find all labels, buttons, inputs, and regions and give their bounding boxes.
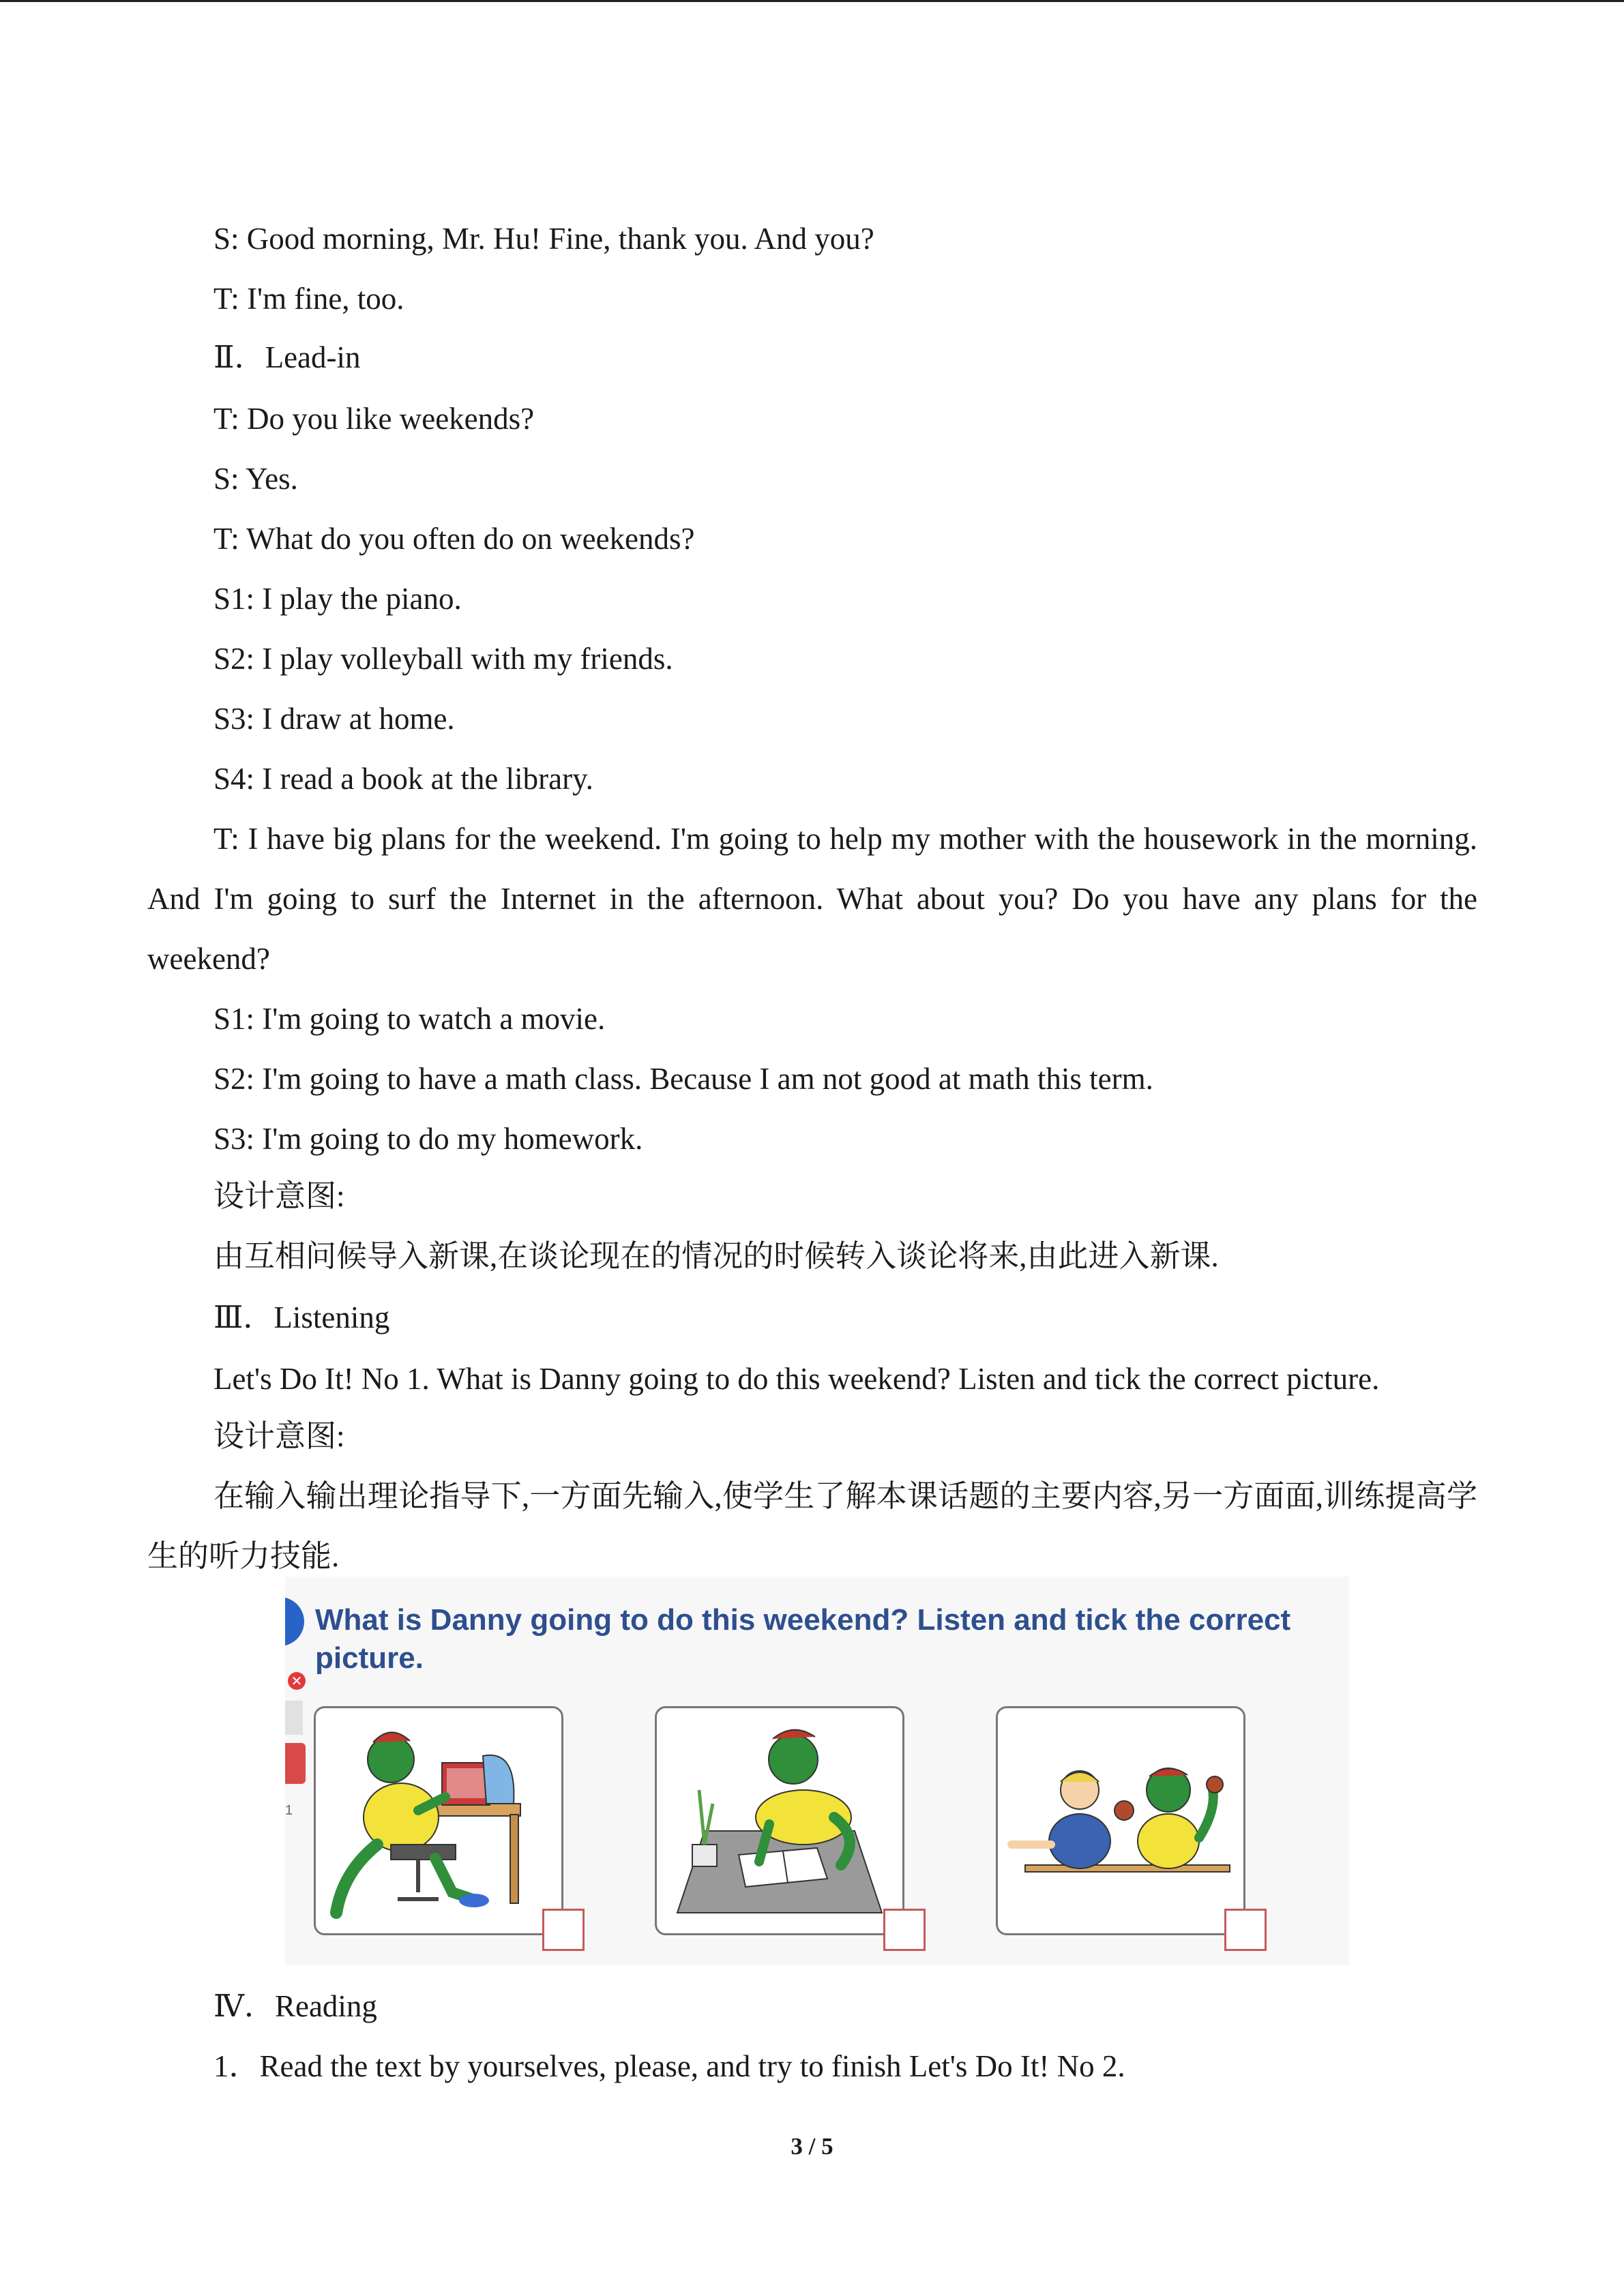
reading-instruction: 1．Read the text by yourselves, please, and try to finish Let's Do It! No 2. [213,2049,1125,2083]
dialogue-line: S4: I read a book at the library. [213,762,593,796]
close-icon: ✕ [288,1672,306,1690]
section-heading-lead-in: Ⅱ．Lead-in [213,340,361,374]
side-number: 1 [285,1803,293,1818]
section-heading-reading: Ⅳ．Reading [213,1989,377,2023]
side-tab-red [285,1743,306,1784]
dialogue-line: S1: I'm going to watch a movie. [213,1002,606,1036]
tick-checkbox-3[interactable] [1224,1909,1267,1951]
top-rule [0,0,1624,2]
dialogue-line: S3: I draw at home. [213,702,455,736]
design-intent-label: 设计意图: [213,1419,345,1453]
dinosaur-computer-illustration [316,1708,561,1933]
picture-option-3 [996,1706,1245,1935]
dinosaur-friend-illustration [998,1708,1243,1933]
blue-tab-marker [285,1597,304,1646]
dialogue-line: S2: I'm going to have a math class. Because I am not good at math this term. [213,1062,1153,1096]
section-heading-listening: Ⅲ．Listening [213,1300,390,1335]
exercise-title: What is Danny going to do this weekend? Listen and tick the correct picture. [315,1603,1291,1675]
dialogue-line: T: What do you often do on weekends? [213,522,695,556]
side-tab [285,1701,303,1735]
design-intent-label: 设计意图: [213,1179,345,1213]
dialogue-line: S3: I'm going to do my homework. [213,1122,643,1156]
teacher-paragraph: T: I have big plans for the weekend. I'm going to help my mother with the housework in the morning. And I'm going to surf the Internet in the afternoon. What about you? Do you have any plans for the weekend? [147,822,1477,976]
dinosaur-reading-illustration [657,1708,902,1933]
tick-checkbox-1[interactable] [542,1909,585,1951]
listening-exercise-figure [285,1577,1349,1965]
dialogue-line: S: Good morning, Mr. Hu! Fine, thank you. And you? [213,222,874,256]
dialogue-line: S2: I play volleyball with my friends. [213,642,673,676]
dialogue-line: T: Do you like weekends? [213,402,535,436]
design-intent-paragraph: 在输入输出理论指导下,一方面先输入,使学生了解本课话题的主要内容,另一方面面,训练提高学生的听力技能. [147,1479,1477,1573]
tick-checkbox-2[interactable] [883,1909,926,1951]
picture-option-2 [655,1706,904,1935]
dialogue-line: S1: I play the piano. [213,582,462,616]
listening-instruction: Let's Do It! No 1. What is Danny going to do this weekend? Listen and tick the correct picture. [213,1362,1380,1396]
page-number: 3 / 5 [791,2133,833,2160]
design-intent-text: 由互相问候导入新课,在谈论现在的情况的时候转入谈论将来,由此进入新课. [213,1239,1219,1273]
picture-option-1 [314,1706,563,1935]
dialogue-line: S: Yes. [213,462,298,496]
dialogue-line: T: I'm fine, too. [213,282,404,316]
